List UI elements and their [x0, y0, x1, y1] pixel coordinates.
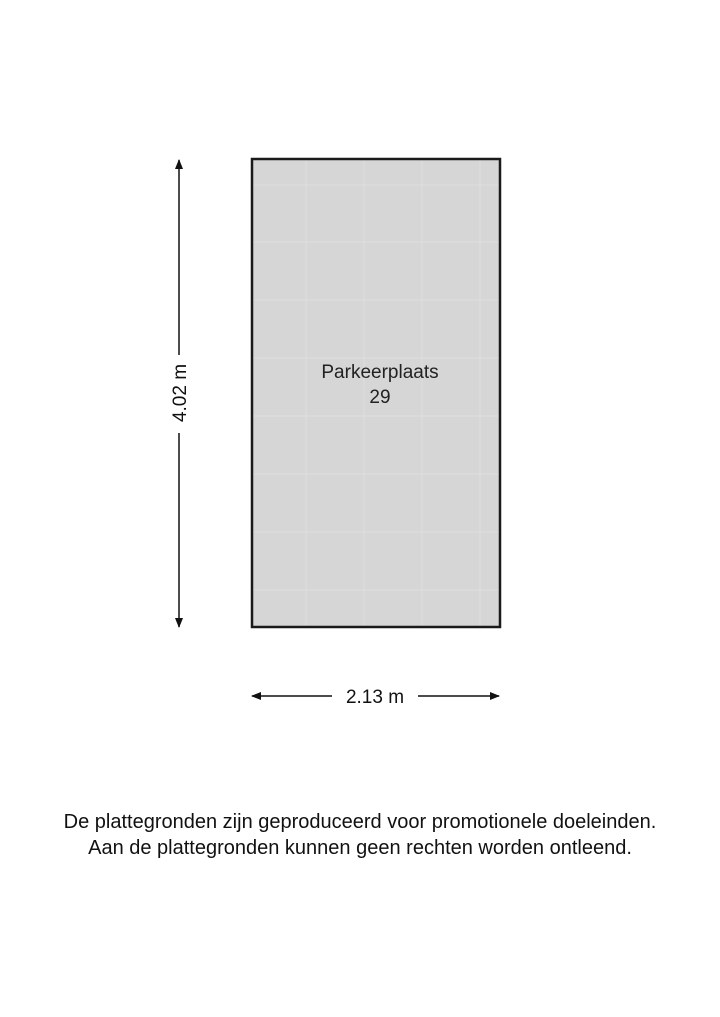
disclaimer-line-1: De plattegronden zijn geproduceerd voor promotionele doeleinden. [63, 811, 657, 833]
room-name: Parkeerplaats [321, 362, 439, 383]
width-dimension-label: 2.13 m [345, 687, 405, 708]
width-dimension [252, 687, 499, 708]
parking-space [252, 159, 500, 627]
disclaimer-line-2: Aan de plattegronden kunnen geen rechten worden ontleend. [88, 837, 632, 859]
height-dimension-label: 4.02 m [170, 363, 191, 423]
height-dimension [170, 160, 191, 627]
room-number: 29 [369, 387, 391, 408]
